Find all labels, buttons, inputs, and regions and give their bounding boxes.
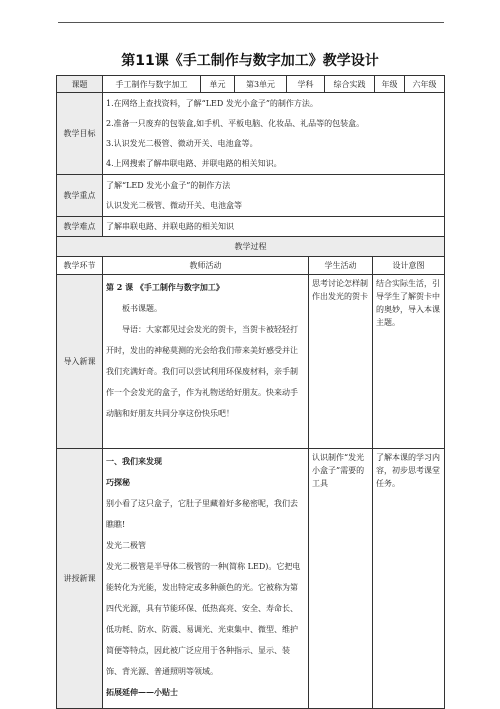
unit-label: 单元 [201, 76, 235, 93]
key-points-label: 教学重点 [57, 175, 103, 217]
subject-value: 综合实践 [325, 76, 375, 93]
header-rule [58, 22, 444, 23]
difficulty-text: 了解串联电路、并联电路的相关知识 [103, 217, 445, 237]
difficulty-label: 教学难点 [57, 217, 103, 237]
ke-ti-value: 手工制作与数字加工 [103, 76, 201, 93]
goal-item: 3.认识发光二极管、微动开关、电池盒等。 [106, 138, 258, 148]
goals-list [103, 93, 445, 175]
subject-label: 学科 [287, 76, 325, 93]
table-row [57, 275, 445, 449]
teacher-line: 巧探秘 [106, 477, 130, 487]
col-header-teacher: 教师活动 [103, 257, 309, 275]
key-points-list [103, 175, 445, 217]
ke-ti-label: 课题 [57, 76, 103, 93]
process-section-header: 教学过程 [57, 237, 445, 257]
info-table [56, 75, 445, 257]
process-table [56, 256, 445, 709]
goals-label: 教学目标 [57, 93, 103, 175]
teacher-line: 一、我们来发现 [106, 456, 162, 466]
grade-value: 六年级 [405, 76, 445, 93]
student-activity: 思考讨论怎样制作出发光的贺卡 [309, 275, 373, 449]
design-intent: 结合实际生活，引导学生了解贺卡中的奥妙，导入本课主题。 [373, 275, 445, 449]
teacher-line: 导语：大家都见过会发光的贺卡，当贺卡被轻轻打开时，发出的神秘莫测的光会给我们带来美好感受并让我们充满好奇。我们可以尝试利用环保废材料，亲手制作一个会发光的盒子，作为礼物送给好朋友。快来动手动脑和好朋友共同分享这份快乐吧！ [106, 325, 298, 418]
key-point-item: 了解“LED 发光小盒子”的制作方法 [106, 180, 231, 190]
unit-value: 第3单元 [235, 76, 287, 93]
key-point-item: 认识发光二极管、微动开关、电池盒等 [106, 200, 242, 210]
teacher-line: 发光二极管是半导体二极管的一种(简称 LED)。它把电能转化为光能，发出特定或多种颜色的光。它被称为第四代光源，具有节能环保、低热高亮、安全、寿命长、低功耗、防水、防震、易调光、光束集中、微型、维护简便等特点，因此被广泛应用于各种指示、显示、装饰、背光源、普通照明等领域。 [106, 562, 301, 676]
teacher-line: 拓展延伸——小贴士 [106, 687, 178, 697]
goal-item: 2.准备一只废弃的包装盒,如手机、平板电脑、化妆品、礼品等的包装盒。 [106, 118, 365, 128]
col-header-intent: 设计意图 [373, 257, 445, 275]
document-title: 第11课《手工制作与数字加工》教学设计 [121, 53, 379, 69]
teacher-activity [103, 449, 309, 709]
teacher-line: 发光二极管 [106, 541, 146, 550]
col-header-stage: 教学环节 [57, 257, 103, 275]
stage-cell: 讲授新课 [57, 449, 103, 709]
teacher-line: 第 2 课 《手工制作与数字加工》 [106, 282, 224, 292]
col-header-student: 学生活动 [309, 257, 373, 275]
goal-item: 4.上网搜索了解串联电路、并联电路的相关知识。 [106, 158, 282, 168]
goal-item: 1.在网络上查找资料，了解“LED 发光小盒子”的制作方法。 [106, 98, 318, 108]
table-row [57, 449, 445, 709]
teacher-activity [103, 275, 309, 449]
design-intent: 了解本课的学习内容，初步思考课堂任务。 [373, 449, 445, 709]
student-activity: 认识制作“发光小盒子”需要的工具 [309, 449, 373, 709]
stage-cell: 导入新课 [57, 275, 103, 449]
teacher-line: 别小看了这只盒子，它肚子里藏着好多秘密呢，我们去瞧瞧! [106, 499, 298, 529]
grade-label: 年级 [375, 76, 405, 93]
teacher-line: 板书课题。 [122, 304, 162, 313]
